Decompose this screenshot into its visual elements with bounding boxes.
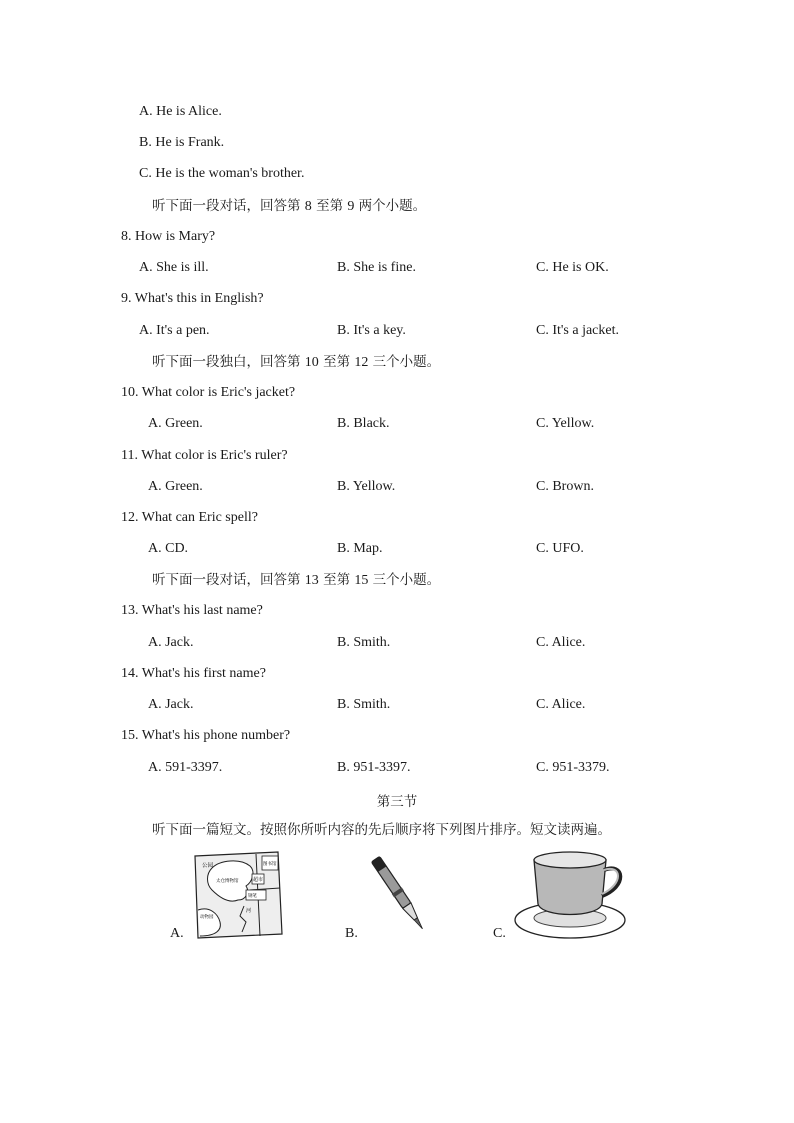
section-instruction: 听下面一篇短文。按照你所听内容的先后顺序将下列图片排序。短文读两遍。 bbox=[152, 822, 611, 838]
q10-option-a: A. Green. bbox=[148, 416, 203, 431]
q13-option-c: C. Alice. bbox=[536, 635, 586, 650]
q15-option-c: C. 951-3379. bbox=[536, 760, 610, 775]
q9-stem: 9. What's this in English? bbox=[121, 291, 264, 306]
cup-icon bbox=[512, 848, 628, 942]
instruction-q10-12: 听下面一段独白，回答第 10 至第 12 三个小题。 bbox=[152, 354, 441, 370]
picture-label-a: A. bbox=[170, 926, 184, 941]
q15-option-b: B. 951-3397. bbox=[337, 760, 411, 775]
q7-option-a: A. He is Alice. bbox=[139, 104, 222, 119]
q14-option-a: A. Jack. bbox=[148, 697, 194, 712]
q11-option-c: C. Brown. bbox=[536, 479, 594, 494]
q7-option-b: B. He is Frank. bbox=[139, 135, 225, 150]
map-label-zoo: 动物园 bbox=[200, 915, 214, 920]
map-label-river: 河 bbox=[246, 908, 252, 914]
q12-stem: 12. What can Eric spell? bbox=[121, 510, 258, 525]
map-label-supermarket: 超市 bbox=[253, 877, 264, 883]
q8-option-a: A. She is ill. bbox=[139, 260, 209, 275]
q9-option-b: B. It's a key. bbox=[337, 323, 406, 338]
q8-stem: 8. How is Mary? bbox=[121, 229, 216, 244]
picture-label-b: B. bbox=[345, 926, 358, 941]
map-picture bbox=[190, 850, 285, 942]
q15-option-a: A. 591-3397. bbox=[148, 760, 223, 775]
map-label-pen: 钢笔 bbox=[248, 894, 257, 899]
q10-option-b: B. Black. bbox=[337, 416, 390, 431]
q13-option-b: B. Smith. bbox=[337, 635, 391, 650]
q7-option-c: C. He is the woman's brother. bbox=[139, 166, 305, 181]
map-label-museum: 太仓博物馆 bbox=[216, 879, 239, 884]
q14-stem: 14. What's his first name? bbox=[121, 666, 266, 681]
picture-label-c: C. bbox=[493, 926, 506, 941]
q13-stem: 13. What's his last name? bbox=[121, 603, 263, 618]
instruction-q8-9: 听下面一段对话，回答第 8 至第 9 两个小题。 bbox=[152, 198, 427, 214]
q12-option-c: C. UFO. bbox=[536, 541, 584, 556]
pen-icon bbox=[366, 850, 432, 938]
map-label-park: 公园 bbox=[202, 863, 214, 869]
q10-option-c: C. Yellow. bbox=[536, 416, 595, 431]
map-label-library: 图书馆 bbox=[263, 862, 277, 867]
section-title: 第三节 bbox=[376, 794, 418, 810]
q15-stem: 15. What's his phone number? bbox=[121, 728, 291, 743]
q9-option-a: A. It's a pen. bbox=[139, 323, 210, 338]
q8-option-c: C. He is OK. bbox=[536, 260, 609, 275]
q9-option-c: C. It's a jacket. bbox=[536, 323, 619, 338]
q11-stem: 11. What color is Eric's ruler? bbox=[121, 448, 288, 463]
q12-option-a: A. CD. bbox=[148, 541, 189, 556]
q14-option-b: B. Smith. bbox=[337, 697, 391, 712]
instruction-q13-15: 听下面一段对话，回答第 13 至第 15 三个小题。 bbox=[152, 572, 441, 588]
q13-option-a: A. Jack. bbox=[148, 635, 194, 650]
q12-option-b: B. Map. bbox=[337, 541, 383, 556]
q14-option-c: C. Alice. bbox=[536, 697, 586, 712]
q8-option-b: B. She is fine. bbox=[337, 260, 416, 275]
q11-option-a: A. Green. bbox=[148, 479, 203, 494]
q10-stem: 10. What color is Eric's jacket? bbox=[121, 385, 296, 400]
q11-option-b: B. Yellow. bbox=[337, 479, 396, 494]
